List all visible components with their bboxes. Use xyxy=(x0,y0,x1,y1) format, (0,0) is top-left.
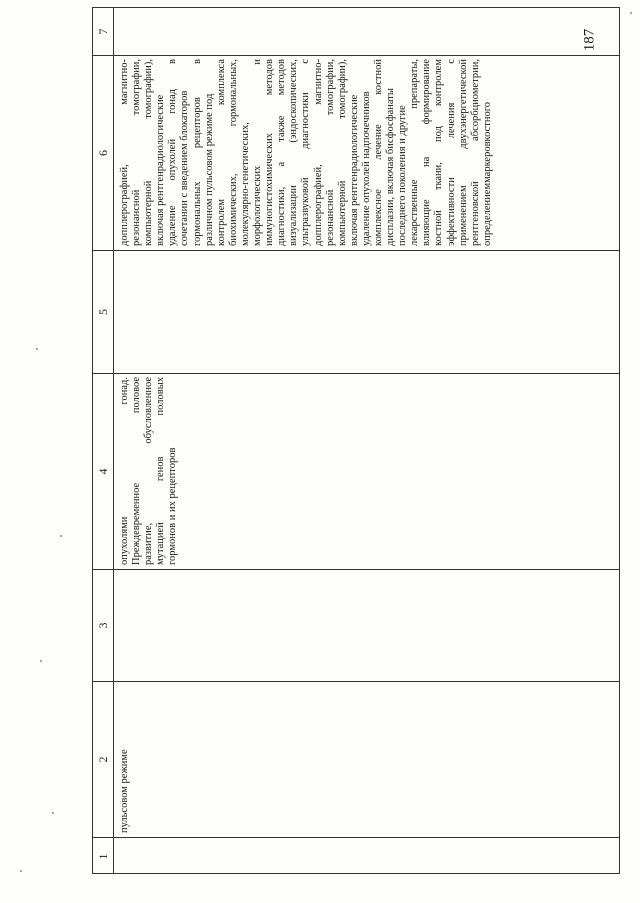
text-line xyxy=(143,59,155,246)
text-word: под xyxy=(433,126,445,143)
text-word: на xyxy=(421,156,433,167)
text-word: (эндоскопических, xyxy=(288,59,300,143)
text-word: резонансной xyxy=(131,189,143,246)
text-line xyxy=(216,59,228,246)
document-table-frame xyxy=(92,7,620,874)
column-header-6: 6 xyxy=(93,55,113,250)
cell-col1 xyxy=(114,837,620,874)
text-line xyxy=(458,59,470,246)
column-header-7: 7 xyxy=(96,28,110,35)
text-word: морфологических xyxy=(252,165,264,246)
cell-col5 xyxy=(114,250,620,373)
text-line xyxy=(192,59,204,246)
scan-speck xyxy=(60,535,62,537)
text-line xyxy=(119,377,131,565)
text-word: допплерографией, xyxy=(119,164,130,246)
medical-care-table xyxy=(93,8,620,874)
text-word: гормональных, xyxy=(227,59,239,127)
text-line xyxy=(143,377,155,565)
text-word: гонад xyxy=(167,88,179,114)
text-word: сочетании с введением блокаторов xyxy=(179,90,191,246)
text-line xyxy=(167,59,179,246)
text-line xyxy=(433,59,445,246)
text-line xyxy=(337,59,349,246)
text-word: а xyxy=(276,161,288,167)
text-line: пульсовом режиме xyxy=(119,749,130,833)
text-word: с xyxy=(300,59,312,64)
text-line xyxy=(167,377,179,565)
text-line xyxy=(204,59,216,246)
text-word: магнитно- xyxy=(119,59,130,105)
text-word: абсорбциометрии, xyxy=(469,59,481,141)
text-word: опухолями xyxy=(119,516,130,565)
page-number: 187 xyxy=(581,28,598,52)
text-word: компьютерной xyxy=(143,180,155,246)
cell-col3 xyxy=(114,569,620,681)
text-word: резонансной xyxy=(324,189,336,246)
text-word: удаление опухолей надпочечников xyxy=(360,91,372,246)
text-word: комплекса xyxy=(215,59,227,106)
text-word: ткани, xyxy=(433,162,445,191)
text-word: последнего поколения и другие xyxy=(397,105,409,246)
text-word: опухолей xyxy=(167,138,179,181)
text-word: рецепторов xyxy=(191,97,203,149)
table-body-row xyxy=(114,8,620,874)
column-header-3: 3 xyxy=(93,569,113,681)
text-word: развитие, xyxy=(143,522,155,565)
text-line xyxy=(470,59,482,246)
text-line xyxy=(252,59,264,246)
text-word: препараты, xyxy=(409,59,421,109)
text-word: применением xyxy=(457,185,469,246)
cell-col4-diagnosis xyxy=(114,373,620,569)
text-word: лечение xyxy=(372,124,384,160)
text-word: методов xyxy=(276,59,288,96)
column-header-2: 2 xyxy=(93,681,113,837)
text-word: влияющие xyxy=(421,199,433,246)
text-line xyxy=(131,377,143,565)
cell-col7 xyxy=(114,8,620,55)
text-line xyxy=(228,59,240,246)
text-line xyxy=(288,59,300,246)
text-word: также xyxy=(276,115,288,142)
text-line xyxy=(313,59,325,246)
text-word: томографии), xyxy=(143,59,155,119)
text-line xyxy=(397,59,409,246)
table-header-row xyxy=(93,8,114,874)
text-word: с xyxy=(445,59,457,64)
text-word: контролем xyxy=(433,59,445,107)
text-word: иммуногистохимических xyxy=(264,132,276,246)
text-word: комплексное xyxy=(372,189,384,246)
column-header-1: 1 xyxy=(93,837,113,874)
text-word: различном пульсовом режиме под xyxy=(203,93,215,246)
text-word: ультразвуковой xyxy=(300,177,312,246)
text-word: томографии, xyxy=(131,59,143,116)
text-word: формирование xyxy=(421,59,433,125)
text-line xyxy=(482,59,494,246)
text-word: Преждевременное xyxy=(131,482,143,565)
text-word: мутацией xyxy=(155,522,167,565)
scan-speck xyxy=(52,812,54,814)
text-word: половое xyxy=(131,377,143,414)
text-word: обусловленное xyxy=(143,377,155,444)
text-word: двухэнергетической xyxy=(457,59,469,149)
text-word: гормональных xyxy=(191,181,203,246)
text-line xyxy=(409,59,421,246)
text-line xyxy=(446,59,458,246)
text-word: рентгеновской xyxy=(469,181,481,246)
scan-speck xyxy=(630,12,632,14)
text-line xyxy=(264,59,276,246)
text-line xyxy=(385,59,397,246)
text-word: костной xyxy=(372,59,384,95)
text-word: лекарственные xyxy=(409,179,421,246)
text-word: удаление xyxy=(167,205,179,246)
text-line xyxy=(361,59,373,246)
text-word: в xyxy=(167,59,179,64)
text-line xyxy=(155,59,167,246)
text-line xyxy=(349,59,361,246)
text-word: компьютерной xyxy=(336,180,348,246)
text-line xyxy=(373,59,385,246)
text-word: эффективности xyxy=(445,177,457,246)
text-line xyxy=(300,59,312,246)
text-word: генов xyxy=(155,456,167,482)
text-word: в xyxy=(191,59,203,64)
text-word: магнитно- xyxy=(312,59,324,105)
text-word: включая рентгенрадиологические xyxy=(155,94,167,246)
scan-speck xyxy=(20,870,22,872)
text-line xyxy=(179,59,191,246)
text-line xyxy=(131,59,143,246)
text-word: томографии), xyxy=(336,59,348,119)
text-word: и xyxy=(252,59,264,65)
text-word: визуализации xyxy=(288,185,300,246)
text-word: маркеров xyxy=(481,141,493,183)
text-line xyxy=(119,59,131,246)
text-line xyxy=(421,59,433,246)
scan-speck xyxy=(40,660,42,662)
text-word: контролем xyxy=(215,198,227,246)
text-word: дисплазии, включая бисфосфанаты xyxy=(385,88,397,246)
text-line xyxy=(240,59,252,246)
text-word: костного xyxy=(481,101,493,142)
text-line xyxy=(276,59,288,246)
text-word: лечения xyxy=(445,102,457,139)
text-word: гонад. xyxy=(119,377,130,405)
text-line xyxy=(155,377,167,565)
text-word: молекулярно-генетических, xyxy=(239,122,251,246)
text-word: половых xyxy=(155,377,167,416)
text-word: биохимических, xyxy=(227,173,239,246)
text-word: костной xyxy=(433,210,445,246)
text-word: определением xyxy=(481,182,493,246)
scan-speck xyxy=(36,348,38,350)
text-word: диагностики, xyxy=(276,186,288,246)
text-word: томографии, xyxy=(324,59,336,116)
column-header-4: 4 xyxy=(93,373,113,569)
cell-col6-method xyxy=(114,55,620,250)
text-word: методов xyxy=(264,59,276,96)
text-word: гормонов и их рецепторов xyxy=(167,447,179,565)
text-line xyxy=(325,59,337,246)
text-word: допплерографией, xyxy=(312,164,324,246)
cell-col2-treatment xyxy=(114,681,620,837)
column-header-5: 5 xyxy=(93,250,113,373)
text-word: диагностики xyxy=(300,92,312,149)
text-word: включая рентгенрадиологические xyxy=(348,94,360,246)
